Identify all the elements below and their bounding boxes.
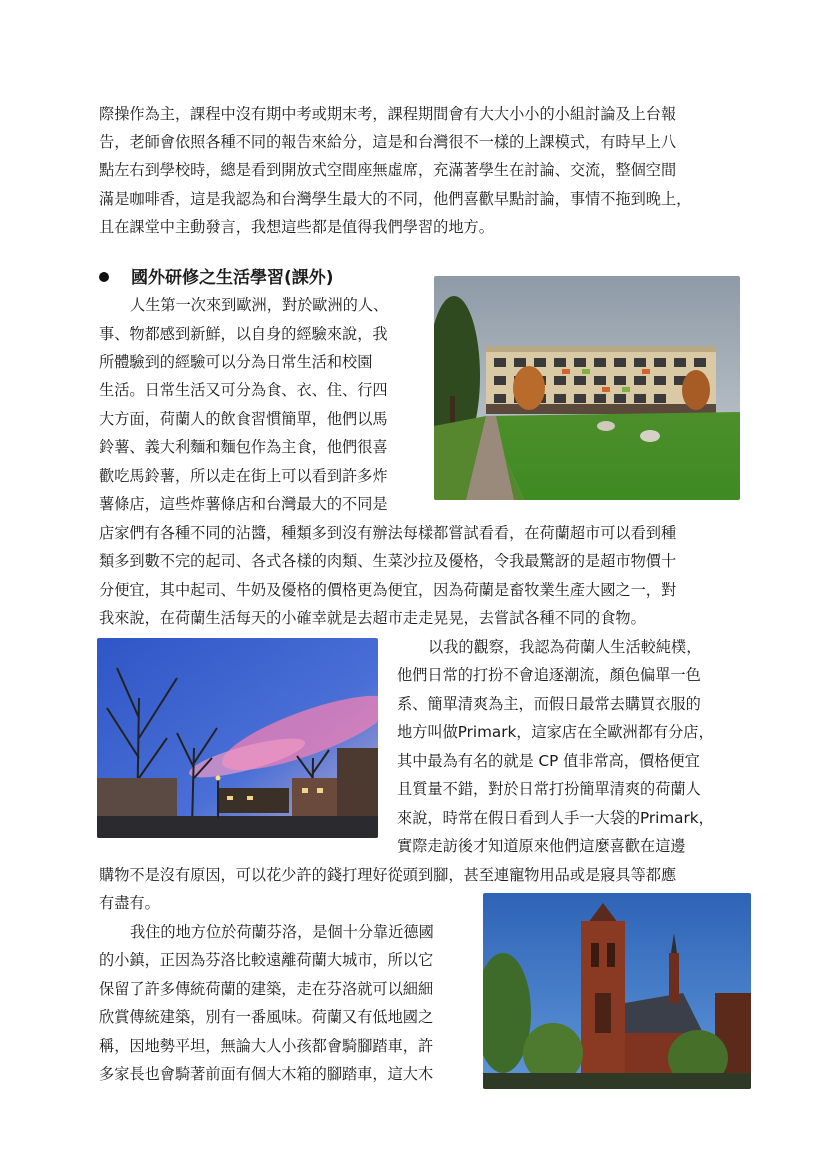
text-line: 地方叫做Primark，這家店在全歐洲都有分店， bbox=[397, 723, 714, 741]
bullet-icon bbox=[99, 272, 109, 282]
text-line: 際操作為主，課程中沒有期中考或期末考，課程期間會有大大小小的小組討論及上台報 bbox=[99, 105, 677, 123]
text-line: 欣賞傳統建築，別有一番風味。荷蘭又有低地國之 bbox=[99, 1008, 434, 1026]
text-line: 系、簡單清爽為主，而假日最常去購買衣服的 bbox=[397, 695, 701, 713]
text-line: 店家們有各種不同的沾醬，種類多到沒有辦法每樣都嘗試看看，在荷蘭超市可以看到種 bbox=[99, 524, 677, 542]
text-line: 人生第一次來到歐洲，對於歐洲的人、 bbox=[130, 296, 389, 314]
text-line: 的小鎮，正因為芬洛比較遠離荷蘭大城市，所以它 bbox=[99, 951, 434, 969]
text-line: 鈴薯、義大利麵和麵包作為主食，他們很喜 bbox=[99, 438, 388, 456]
text-line: 稱，因地勢平坦，無論大人小孩都會騎腳踏車，許 bbox=[99, 1037, 434, 1055]
text-line: 所體驗到的經驗可以分為日常生活和校園 bbox=[99, 353, 373, 371]
text-line: 我住的地方位於荷蘭芬洛，是個十分靠近德國 bbox=[130, 923, 434, 941]
text-line: 點左右到學校時，總是看到開放式空間座無虛席，充滿著學生在討論、交流，整個空間 bbox=[99, 161, 677, 179]
section-heading bbox=[99, 266, 334, 290]
text-line: 生活。日常生活又可分為食、衣、住、行四 bbox=[99, 381, 388, 399]
text-line: 且質量不錯，對於日常打扮簡單清爽的荷蘭人 bbox=[397, 780, 701, 798]
text-line: 告，老師會依照各種不同的報告來給分，這是和台灣很不一樣的上課模式，有時早上八 bbox=[99, 133, 677, 151]
text-line: 實際走訪後才知道原來他們這麼喜歡在這邊 bbox=[397, 837, 686, 855]
text-line: 歡吃馬鈴薯，所以走在街上可以看到許多炸 bbox=[99, 467, 388, 485]
text-line: 他們日常的打扮不會追逐潮流，顏色偏單一色 bbox=[397, 666, 701, 684]
text-line: 分便宜，其中起司、牛奶及優格的價格更為便宜，因為荷蘭是畜牧業生產大國之一，對 bbox=[99, 581, 677, 599]
dusk-street-photo bbox=[97, 638, 378, 838]
text-line: 有盡有。 bbox=[99, 894, 160, 912]
text-line: 事、物都感到新鮮，以自身的經驗來說，我 bbox=[99, 325, 388, 343]
section-heading-text: 國外研修之生活學習(課外) bbox=[131, 268, 334, 288]
church-tower-photo bbox=[483, 893, 751, 1089]
text-line: 購物不是沒有原因，可以花少許的錢打理好從頭到腳，甚至連寵物用品或是寢具等都應 bbox=[99, 866, 677, 884]
text-line: 滿是咖啡香，這是我認為和台灣學生最大的不同，他們喜歡早點討論，事情不拖到晚上， bbox=[99, 190, 692, 208]
text-line: 且在課堂中主動發言，我想這些都是值得我們學習的地方。 bbox=[99, 218, 494, 236]
text-line: 大方面，荷蘭人的飲食習慣簡單，他們以馬 bbox=[99, 410, 388, 428]
text-line: 以我的觀察，我認為荷蘭人生活較純樸， bbox=[428, 638, 702, 656]
text-line: 多家長也會騎著前面有個大木箱的腳踏車，這大木 bbox=[99, 1065, 434, 1083]
text-line: 薯條店，這些炸薯條店和台灣最大的不同是 bbox=[99, 495, 388, 513]
text-line: 我來說，在荷蘭生活每天的小確幸就是去超市走走晃晃，去嘗試各種不同的食物。 bbox=[99, 609, 646, 627]
text-line: 其中最為有名的就是 CP 值非常高，價格便宜 bbox=[397, 752, 700, 770]
text-line: 類多到數不完的起司、各式各樣的肉類、生菜沙拉及優格，令我最驚訝的是超市物價十 bbox=[99, 552, 677, 570]
text-line: 保留了許多傳統荷蘭的建築，走在芬洛就可以細細 bbox=[99, 980, 434, 998]
text-line: 來說，時常在假日看到人手一大袋的Primark， bbox=[397, 809, 714, 827]
apartment-lawn-photo bbox=[434, 276, 740, 500]
